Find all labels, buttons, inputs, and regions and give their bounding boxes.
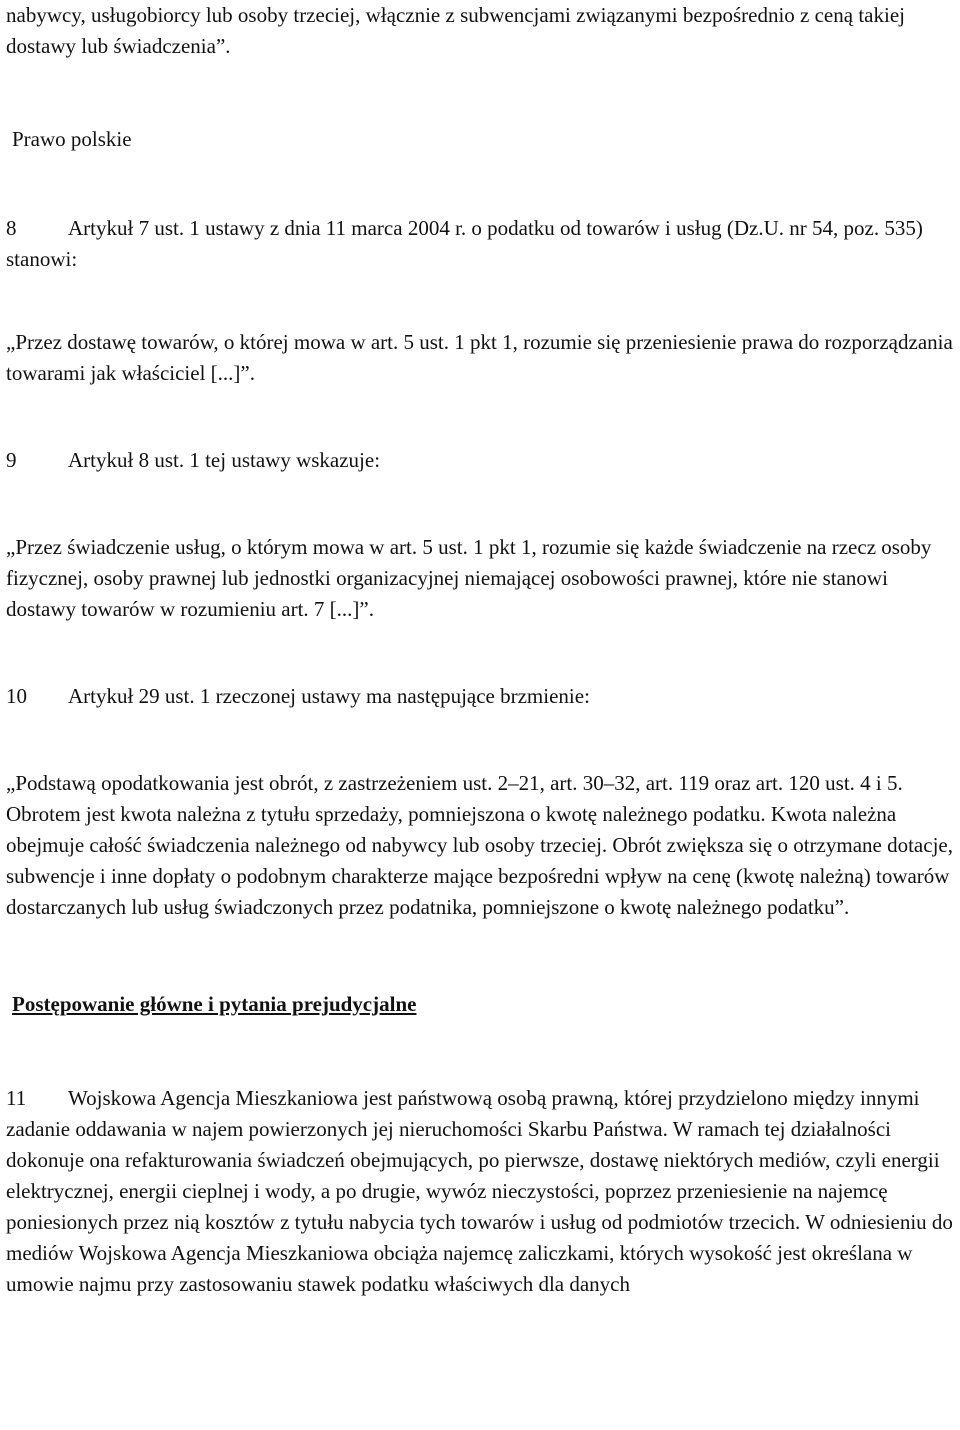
- paragraph-number: 11: [6, 1086, 27, 1110]
- quote-paragraph-9: „Przez świadczenie usług, o którym mowa w art. 5 ust. 1 pkt 1, rozumie się każde świadczenie na rzecz osoby fizycznej, osoby prawnej lub jednostki organizacyjnej niemającej osobowości prawnej, które nie stanowi dostawy towarów w rozumieniu art. 7 [...]”.: [6, 535, 932, 621]
- paragraph-text: Wojskowa Agencja Mieszkaniowa jest państwową osobą prawną, której przydzielono między innymi zadanie oddawania w najem powierzonych jej nieruchomości Skarbu Państwa. W ramach tej działalności dokonuje ona refakturowania świadczeń obejmujących, po pierwsze, dostawę niektórych mediów, czyli energii elektrycznej, energii cieplnej i wody, a po drugie, wywóz nieczystości, poprzez przeniesienie na najemcę poniesionych przez nią kosztów z tytułu nabycia tych towarów i usług od podmiotów trzecich. W odniesieniu do mediów Wojskowa Agencja Mieszkaniowa obciąża najemcę zaliczkami, których wysokość jest określana w umowie najmu przy zastosowaniu stawek podatku właściwych dla danych: [6, 1086, 953, 1296]
- document-page: [6, 0, 956, 1300]
- paragraph-10: [6, 681, 956, 712]
- paragraph-number: 10: [6, 684, 27, 708]
- quote-paragraph-10: „Podstawą opodatkowania jest obrót, z zastrzeżeniem ust. 2–21, art. 30–32, art. 119 oraz art. 120 ust. 4 i 5. Obrotem jest kwota należna z tytułu sprzedaży, pomniejszona o kwotę należnego podatku. Kwota należna obejmuje całość świadczenia należnego od nabywcy lub osoby trzeciej. Obrót zwiększa się o otrzymane dotacje, subwencje i inne dopłaty o podobnym charakterze mające bezpośredni wpływ na cenę (kwotę należną) towarów dostarczanych lub usług świadczonych przez podatnika, pomniejszone o kwotę należnego podatku”.: [6, 771, 953, 919]
- continuation-text: nabywcy, usługobiorcy lub osoby trzeciej, włącznie z subwencjami związanymi bezpośrednio z ceną takiej dostawy lub świadczenia”.: [6, 3, 905, 58]
- paragraph-number: 8: [6, 216, 17, 240]
- paragraph-9: [6, 445, 956, 476]
- section-title-main-proceedings: Postępowanie główne i pytania prejudycjalne: [12, 992, 417, 1016]
- section-title-polish-law: Prawo polskie: [12, 127, 132, 151]
- paragraph-8: [6, 213, 956, 275]
- paragraph-text: Artykuł 29 ust. 1 rzeczonej ustawy ma następujące brzmienie:: [68, 684, 590, 708]
- quote-paragraph-8: „Przez dostawę towarów, o której mowa w art. 5 ust. 1 pkt 1, rozumie się przeniesienie prawa do rozporządzania towarami jak właściciel [...]”.: [6, 330, 953, 385]
- paragraph-number: 9: [6, 448, 17, 472]
- paragraph-text: Artykuł 8 ust. 1 tej ustawy wskazuje:: [68, 448, 381, 472]
- paragraph-text: Artykuł 7 ust. 1 ustawy z dnia 11 marca 2004 r. o podatku od towarów i usług (Dz.U. nr 54, poz. 535) stanowi:: [6, 216, 923, 271]
- paragraph-11: [6, 1083, 956, 1300]
